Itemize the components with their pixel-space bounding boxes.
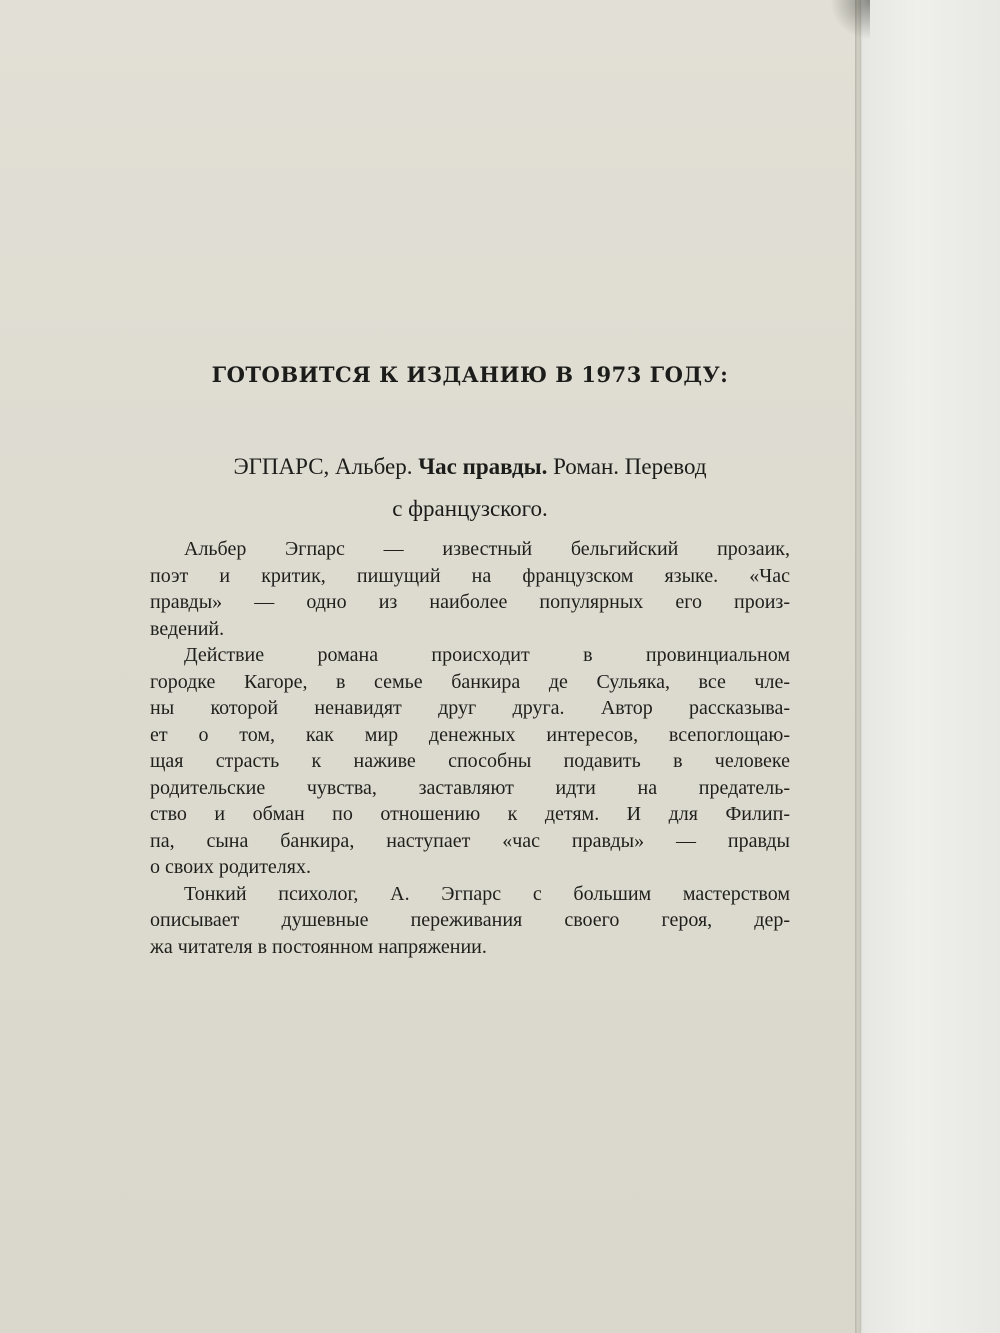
paragraph-line: Тонкий психолог, А. Эгпарс с большим мастерством [184,882,790,905]
paragraph-line: ство и обман по отношению к детям. И для Филип- [150,803,790,825]
paragraph-line: описывает душевные переживания своего героя, дер- [150,909,790,931]
page-edge [855,0,861,1333]
paragraph-line: поэт и критик, пишущий на французском языке. «Час [150,564,790,587]
paragraph-line: Альбер Эгпарс — известный бельгийский прозаик, [184,538,790,560]
book-entry-title [120,446,820,530]
book-translation: с французского. [392,496,548,521]
paragraph-line: ет о том, как мир денежных интересов, всепоглощаю- [150,723,790,746]
paragraph-line: правды» — одно из наиболее популярных его произ- [150,591,790,613]
paragraph-line: жа читателя в постоянном напряжении. [150,935,487,958]
paragraph-line: городке Кагоре, в семье банкира де Сульяка, все чле- [150,670,790,693]
book-description [150,536,790,960]
paragraph-line: ны которой ненавидят друг друга. Автор рассказыва- [150,697,790,719]
paragraph-line: Действие романа происходит в провинциальном [184,644,790,666]
corner-shadow [830,0,870,40]
page-heading: ГОТОВИТСЯ К ИЗДАНИЮ В 1973 ГОДУ: [211,362,729,387]
book-genre: Роман. Перевод [553,454,707,479]
paragraph-line: щая страсть к наживе способны подавить в человеке [150,750,790,772]
paragraph-line: о своих родителях. [150,856,311,878]
paragraph-line: ведений. [150,617,225,640]
book-author: ЭГПАРС, Альбер. [233,454,413,479]
book-title: Час правды. [418,454,548,479]
background-surface [861,0,1000,1333]
paragraph-line: родительские чувства, заставляют идти на предатель- [150,776,790,799]
paragraph-line: па, сына банкира, наступает «час правды» — правды [150,829,790,852]
